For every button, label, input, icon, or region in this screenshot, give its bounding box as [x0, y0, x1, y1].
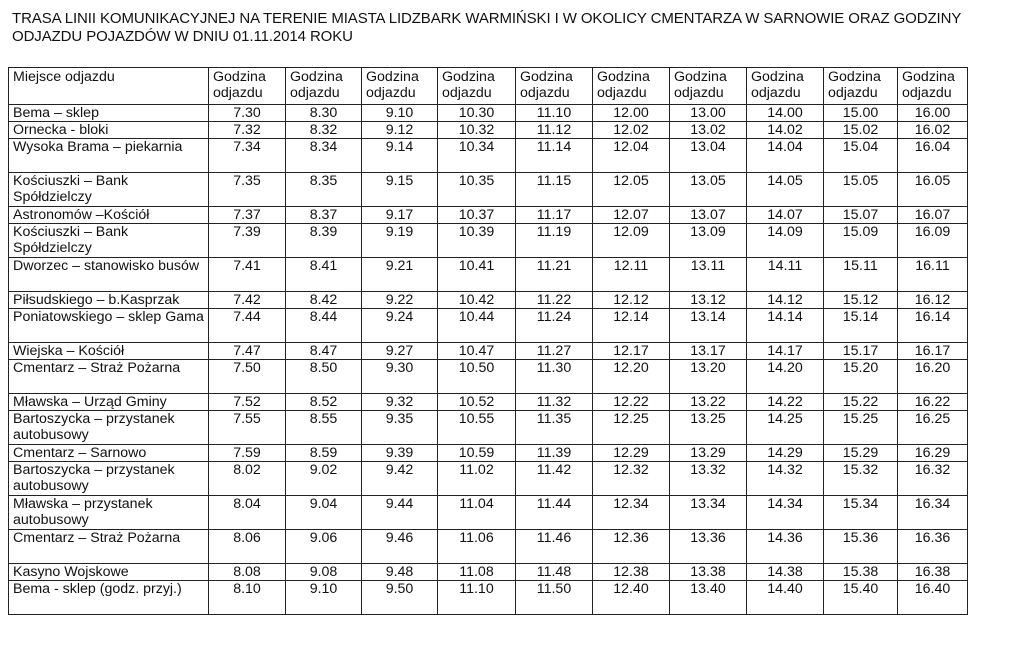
departure-time-cell: 11.19: [516, 224, 593, 258]
departure-time-cell: 8.32: [286, 122, 362, 139]
table-row: [9, 462, 968, 496]
departure-time-cell: 15.02: [824, 122, 898, 139]
departure-time-cell: 12.09: [593, 224, 670, 258]
departure-time-cell: 9.50: [362, 581, 438, 615]
table-row: [9, 445, 968, 462]
departure-time-cell: 13.36: [670, 530, 747, 564]
departure-time-cell: 16.17: [898, 343, 968, 360]
departure-time-cell: 12.17: [593, 343, 670, 360]
departure-time-cell: 12.29: [593, 445, 670, 462]
departure-time-cell: 8.50: [286, 360, 362, 394]
stop-name-cell: Kościuszki – Bank Spółdzielczy: [9, 224, 209, 258]
departure-time-cell: 15.07: [824, 207, 898, 224]
departure-time-cell: 9.08: [286, 564, 362, 581]
departure-time-cell: 9.24: [362, 309, 438, 343]
departure-time-cell: 15.36: [824, 530, 898, 564]
departure-time-cell: 16.40: [898, 581, 968, 615]
departure-time-cell: 7.35: [209, 173, 286, 207]
departure-time-cell: 15.40: [824, 581, 898, 615]
departure-time-cell: 12.25: [593, 411, 670, 445]
departure-time-cell: 16.32: [898, 462, 968, 496]
departure-time-cell: 16.34: [898, 496, 968, 530]
departure-time-cell: 14.40: [747, 581, 824, 615]
departure-time-cell: 16.07: [898, 207, 968, 224]
departure-time-cell: 13.12: [670, 292, 747, 309]
table-row: [9, 105, 968, 122]
departure-time-cell: 11.32: [516, 394, 593, 411]
departure-time-cell: 16.12: [898, 292, 968, 309]
departure-time-cell: 12.14: [593, 309, 670, 343]
departure-time-cell: 15.29: [824, 445, 898, 462]
departure-time-cell: 16.22: [898, 394, 968, 411]
departure-time-cell: 16.25: [898, 411, 968, 445]
departure-time-cell: 10.39: [438, 224, 516, 258]
departure-time-cell: 9.22: [362, 292, 438, 309]
departure-time-cell: 9.19: [362, 224, 438, 258]
departure-time-cell: 12.02: [593, 122, 670, 139]
departure-time-cell: 7.30: [209, 105, 286, 122]
departure-time-cell: 11.44: [516, 496, 593, 530]
departure-time-cell: 12.38: [593, 564, 670, 581]
departure-time-cell: 8.08: [209, 564, 286, 581]
stop-name-cell: Wiejska – Kościół: [9, 343, 209, 360]
stop-name-cell: Mławska – Urząd Gminy: [9, 394, 209, 411]
departure-time-cell: 16.00: [898, 105, 968, 122]
departure-time-cell: 14.25: [747, 411, 824, 445]
departure-time-cell: 13.17: [670, 343, 747, 360]
departure-time-cell: 8.06: [209, 530, 286, 564]
departure-time-cell: 15.00: [824, 105, 898, 122]
departure-time-cell: 8.37: [286, 207, 362, 224]
departure-time-cell: 7.52: [209, 394, 286, 411]
departure-time-cell: 13.14: [670, 309, 747, 343]
departure-time-cell: 9.42: [362, 462, 438, 496]
table-row: [9, 258, 968, 292]
departure-time-cell: 9.32: [362, 394, 438, 411]
departure-time-cell: 12.40: [593, 581, 670, 615]
time-column-header: Godzina odjazdu: [898, 68, 968, 105]
departure-time-cell: 13.29: [670, 445, 747, 462]
departure-time-cell: 16.05: [898, 173, 968, 207]
departure-time-cell: 9.21: [362, 258, 438, 292]
departure-time-cell: 9.02: [286, 462, 362, 496]
departure-time-cell: 11.35: [516, 411, 593, 445]
departure-time-cell: 10.37: [438, 207, 516, 224]
departure-time-cell: 15.11: [824, 258, 898, 292]
title-line-1: TRASA LINII KOMUNIKACYJNEJ NA TERENIE MIASTA LIDZBARK WARMIŃSKI I W OKOLICY CMENTARZA W SARNOWIE ORAZ GODZINY: [12, 10, 962, 27]
departure-time-cell: 7.39: [209, 224, 286, 258]
stop-name-cell: Wysoka Brama – piekarnia: [9, 139, 209, 173]
departure-time-cell: 9.12: [362, 122, 438, 139]
departure-time-cell: 11.27: [516, 343, 593, 360]
departure-time-cell: 13.00: [670, 105, 747, 122]
departure-time-cell: 8.44: [286, 309, 362, 343]
departure-time-cell: 12.11: [593, 258, 670, 292]
departure-time-cell: 14.29: [747, 445, 824, 462]
departure-time-cell: 7.59: [209, 445, 286, 462]
departure-time-cell: 12.22: [593, 394, 670, 411]
departure-time-cell: 14.32: [747, 462, 824, 496]
departure-time-cell: 13.05: [670, 173, 747, 207]
departure-time-cell: 7.41: [209, 258, 286, 292]
departure-time-cell: 8.04: [209, 496, 286, 530]
departure-time-cell: 8.35: [286, 173, 362, 207]
table-row: [9, 564, 968, 581]
departure-time-cell: 14.22: [747, 394, 824, 411]
departure-time-cell: 11.12: [516, 122, 593, 139]
departure-time-cell: 13.07: [670, 207, 747, 224]
table-row: [9, 173, 968, 207]
departure-time-cell: 8.39: [286, 224, 362, 258]
departure-time-cell: 11.04: [438, 496, 516, 530]
departure-time-cell: 13.09: [670, 224, 747, 258]
schedule-table: [8, 67, 968, 615]
table-row: [9, 496, 968, 530]
departure-time-cell: 12.07: [593, 207, 670, 224]
departure-time-cell: 16.20: [898, 360, 968, 394]
stop-name-cell: Kościuszki – Bank Spółdzielczy: [9, 173, 209, 207]
departure-time-cell: 11.48: [516, 564, 593, 581]
departure-time-cell: 15.34: [824, 496, 898, 530]
departure-time-cell: 11.06: [438, 530, 516, 564]
table-row: [9, 309, 968, 343]
table-row: [9, 581, 968, 615]
departure-time-cell: 13.20: [670, 360, 747, 394]
departure-time-cell: 11.22: [516, 292, 593, 309]
departure-time-cell: 8.52: [286, 394, 362, 411]
departure-time-cell: 7.55: [209, 411, 286, 445]
departure-time-cell: 9.04: [286, 496, 362, 530]
stop-name-cell: Dworzec – stanowisko busów: [9, 258, 209, 292]
departure-time-cell: 7.50: [209, 360, 286, 394]
departure-time-cell: 11.42: [516, 462, 593, 496]
departure-time-cell: 9.35: [362, 411, 438, 445]
departure-time-cell: 11.08: [438, 564, 516, 581]
table-row: [9, 360, 968, 394]
stop-name-cell: Bema - sklep (godz. przyj.): [9, 581, 209, 615]
departure-time-cell: 14.05: [747, 173, 824, 207]
table-row: [9, 411, 968, 445]
departure-time-cell: 14.12: [747, 292, 824, 309]
departure-time-cell: 9.10: [362, 105, 438, 122]
departure-time-cell: 7.47: [209, 343, 286, 360]
departure-time-cell: 9.10: [286, 581, 362, 615]
departure-time-cell: 9.27: [362, 343, 438, 360]
table-row: [9, 394, 968, 411]
departure-time-cell: 12.00: [593, 105, 670, 122]
table-row: [9, 224, 968, 258]
departure-time-cell: 14.14: [747, 309, 824, 343]
table-row: [9, 122, 968, 139]
departure-time-cell: 8.55: [286, 411, 362, 445]
departure-time-cell: 7.34: [209, 139, 286, 173]
stop-name-cell: Bartoszycka – przystanek autobusowy: [9, 411, 209, 445]
schedule-body: [9, 105, 968, 615]
departure-time-cell: 11.30: [516, 360, 593, 394]
departure-time-cell: 7.37: [209, 207, 286, 224]
departure-time-cell: 8.02: [209, 462, 286, 496]
departure-time-cell: 12.05: [593, 173, 670, 207]
stop-name-cell: Bartoszycka – przystanek autobusowy: [9, 462, 209, 496]
departure-time-cell: 10.47: [438, 343, 516, 360]
departure-time-cell: 7.44: [209, 309, 286, 343]
departure-time-cell: 14.00: [747, 105, 824, 122]
departure-time-cell: 14.02: [747, 122, 824, 139]
departure-time-cell: 11.39: [516, 445, 593, 462]
departure-time-cell: 12.34: [593, 496, 670, 530]
departure-time-cell: 13.25: [670, 411, 747, 445]
table-row: [9, 139, 968, 173]
departure-time-cell: 10.32: [438, 122, 516, 139]
stop-name-cell: Cmentarz – Straż Pożarna: [9, 360, 209, 394]
time-column-header: Godzina odjazdu: [286, 68, 362, 105]
departure-time-cell: 14.11: [747, 258, 824, 292]
table-row: [9, 207, 968, 224]
departure-time-cell: 13.34: [670, 496, 747, 530]
document-title: [12, 10, 1020, 46]
departure-time-cell: 9.48: [362, 564, 438, 581]
table-header-row: [9, 68, 968, 105]
departure-time-cell: 16.04: [898, 139, 968, 173]
departure-time-cell: 15.05: [824, 173, 898, 207]
departure-time-cell: 14.17: [747, 343, 824, 360]
departure-time-cell: 11.24: [516, 309, 593, 343]
departure-time-cell: 9.44: [362, 496, 438, 530]
stop-name-cell: Ornecka - bloki: [9, 122, 209, 139]
time-column-header: Godzina odjazdu: [824, 68, 898, 105]
departure-time-cell: 12.12: [593, 292, 670, 309]
departure-time-cell: 16.02: [898, 122, 968, 139]
departure-time-cell: 14.09: [747, 224, 824, 258]
departure-time-cell: 9.06: [286, 530, 362, 564]
departure-time-cell: 11.21: [516, 258, 593, 292]
departure-time-cell: 14.04: [747, 139, 824, 173]
departure-time-cell: 10.41: [438, 258, 516, 292]
table-row: [9, 530, 968, 564]
departure-time-cell: 11.46: [516, 530, 593, 564]
departure-time-cell: 9.15: [362, 173, 438, 207]
title-line-2: ODJAZDU POJAZDÓW W DNIU 01.11.2014 ROKU: [12, 28, 353, 45]
departure-time-cell: 15.17: [824, 343, 898, 360]
departure-time-cell: 15.20: [824, 360, 898, 394]
departure-time-cell: 16.14: [898, 309, 968, 343]
stop-name-cell: Poniatowskiego – sklep Gama: [9, 309, 209, 343]
departure-time-cell: 15.04: [824, 139, 898, 173]
departure-time-cell: 12.32: [593, 462, 670, 496]
departure-time-cell: 8.42: [286, 292, 362, 309]
departure-time-cell: 16.09: [898, 224, 968, 258]
departure-time-cell: 8.47: [286, 343, 362, 360]
stop-name-cell: Kasyno Wojskowe: [9, 564, 209, 581]
time-column-header: Godzina odjazdu: [516, 68, 593, 105]
departure-time-cell: 14.34: [747, 496, 824, 530]
time-column-header: Godzina odjazdu: [747, 68, 824, 105]
time-column-header: Godzina odjazdu: [209, 68, 286, 105]
departure-time-cell: 15.25: [824, 411, 898, 445]
departure-time-cell: 13.40: [670, 581, 747, 615]
departure-time-cell: 15.32: [824, 462, 898, 496]
departure-time-cell: 11.15: [516, 173, 593, 207]
departure-time-cell: 14.20: [747, 360, 824, 394]
departure-time-cell: 13.04: [670, 139, 747, 173]
departure-time-cell: 10.35: [438, 173, 516, 207]
place-column-header: Miejsce odjazdu: [9, 68, 209, 105]
departure-time-cell: 15.22: [824, 394, 898, 411]
departure-time-cell: 15.38: [824, 564, 898, 581]
departure-time-cell: 8.30: [286, 105, 362, 122]
departure-time-cell: 9.39: [362, 445, 438, 462]
stop-name-cell: Cmentarz – Sarnowo: [9, 445, 209, 462]
table-row: [9, 343, 968, 360]
departure-time-cell: 8.10: [209, 581, 286, 615]
departure-time-cell: 11.14: [516, 139, 593, 173]
departure-time-cell: 14.07: [747, 207, 824, 224]
time-column-header: Godzina odjazdu: [593, 68, 670, 105]
table-row: [9, 292, 968, 309]
departure-time-cell: 9.30: [362, 360, 438, 394]
departure-time-cell: 9.14: [362, 139, 438, 173]
departure-time-cell: 8.41: [286, 258, 362, 292]
departure-time-cell: 16.38: [898, 564, 968, 581]
departure-time-cell: 9.46: [362, 530, 438, 564]
departure-time-cell: 16.11: [898, 258, 968, 292]
stop-name-cell: Mławska – przystanek autobusowy: [9, 496, 209, 530]
time-column-header: Godzina odjazdu: [670, 68, 747, 105]
departure-time-cell: 11.10: [516, 105, 593, 122]
departure-time-cell: 9.17: [362, 207, 438, 224]
departure-time-cell: 14.38: [747, 564, 824, 581]
departure-time-cell: 12.04: [593, 139, 670, 173]
departure-time-cell: 12.36: [593, 530, 670, 564]
departure-time-cell: 10.30: [438, 105, 516, 122]
departure-time-cell: 16.29: [898, 445, 968, 462]
time-column-header: Godzina odjazdu: [438, 68, 516, 105]
departure-time-cell: 10.34: [438, 139, 516, 173]
departure-time-cell: 10.55: [438, 411, 516, 445]
departure-time-cell: 13.02: [670, 122, 747, 139]
departure-time-cell: 10.44: [438, 309, 516, 343]
departure-time-cell: 11.02: [438, 462, 516, 496]
departure-time-cell: 10.52: [438, 394, 516, 411]
departure-time-cell: 10.59: [438, 445, 516, 462]
departure-time-cell: 8.34: [286, 139, 362, 173]
departure-time-cell: 11.50: [516, 581, 593, 615]
stop-name-cell: Astronomów –Kościół: [9, 207, 209, 224]
departure-time-cell: 14.36: [747, 530, 824, 564]
departure-time-cell: 12.20: [593, 360, 670, 394]
departure-time-cell: 10.42: [438, 292, 516, 309]
departure-time-cell: 13.38: [670, 564, 747, 581]
departure-time-cell: 11.17: [516, 207, 593, 224]
stop-name-cell: Bema – sklep: [9, 105, 209, 122]
stop-name-cell: Piłsudskiego – b.Kasprzak: [9, 292, 209, 309]
departure-time-cell: 8.59: [286, 445, 362, 462]
departure-time-cell: 13.32: [670, 462, 747, 496]
departure-time-cell: 7.42: [209, 292, 286, 309]
departure-time-cell: 11.10: [438, 581, 516, 615]
departure-time-cell: 10.50: [438, 360, 516, 394]
departure-time-cell: 16.36: [898, 530, 968, 564]
departure-time-cell: 7.32: [209, 122, 286, 139]
departure-time-cell: 15.12: [824, 292, 898, 309]
departure-time-cell: 13.22: [670, 394, 747, 411]
departure-time-cell: 15.14: [824, 309, 898, 343]
stop-name-cell: Cmentarz – Straż Pożarna: [9, 530, 209, 564]
departure-time-cell: 15.09: [824, 224, 898, 258]
time-column-header: Godzina odjazdu: [362, 68, 438, 105]
departure-time-cell: 13.11: [670, 258, 747, 292]
